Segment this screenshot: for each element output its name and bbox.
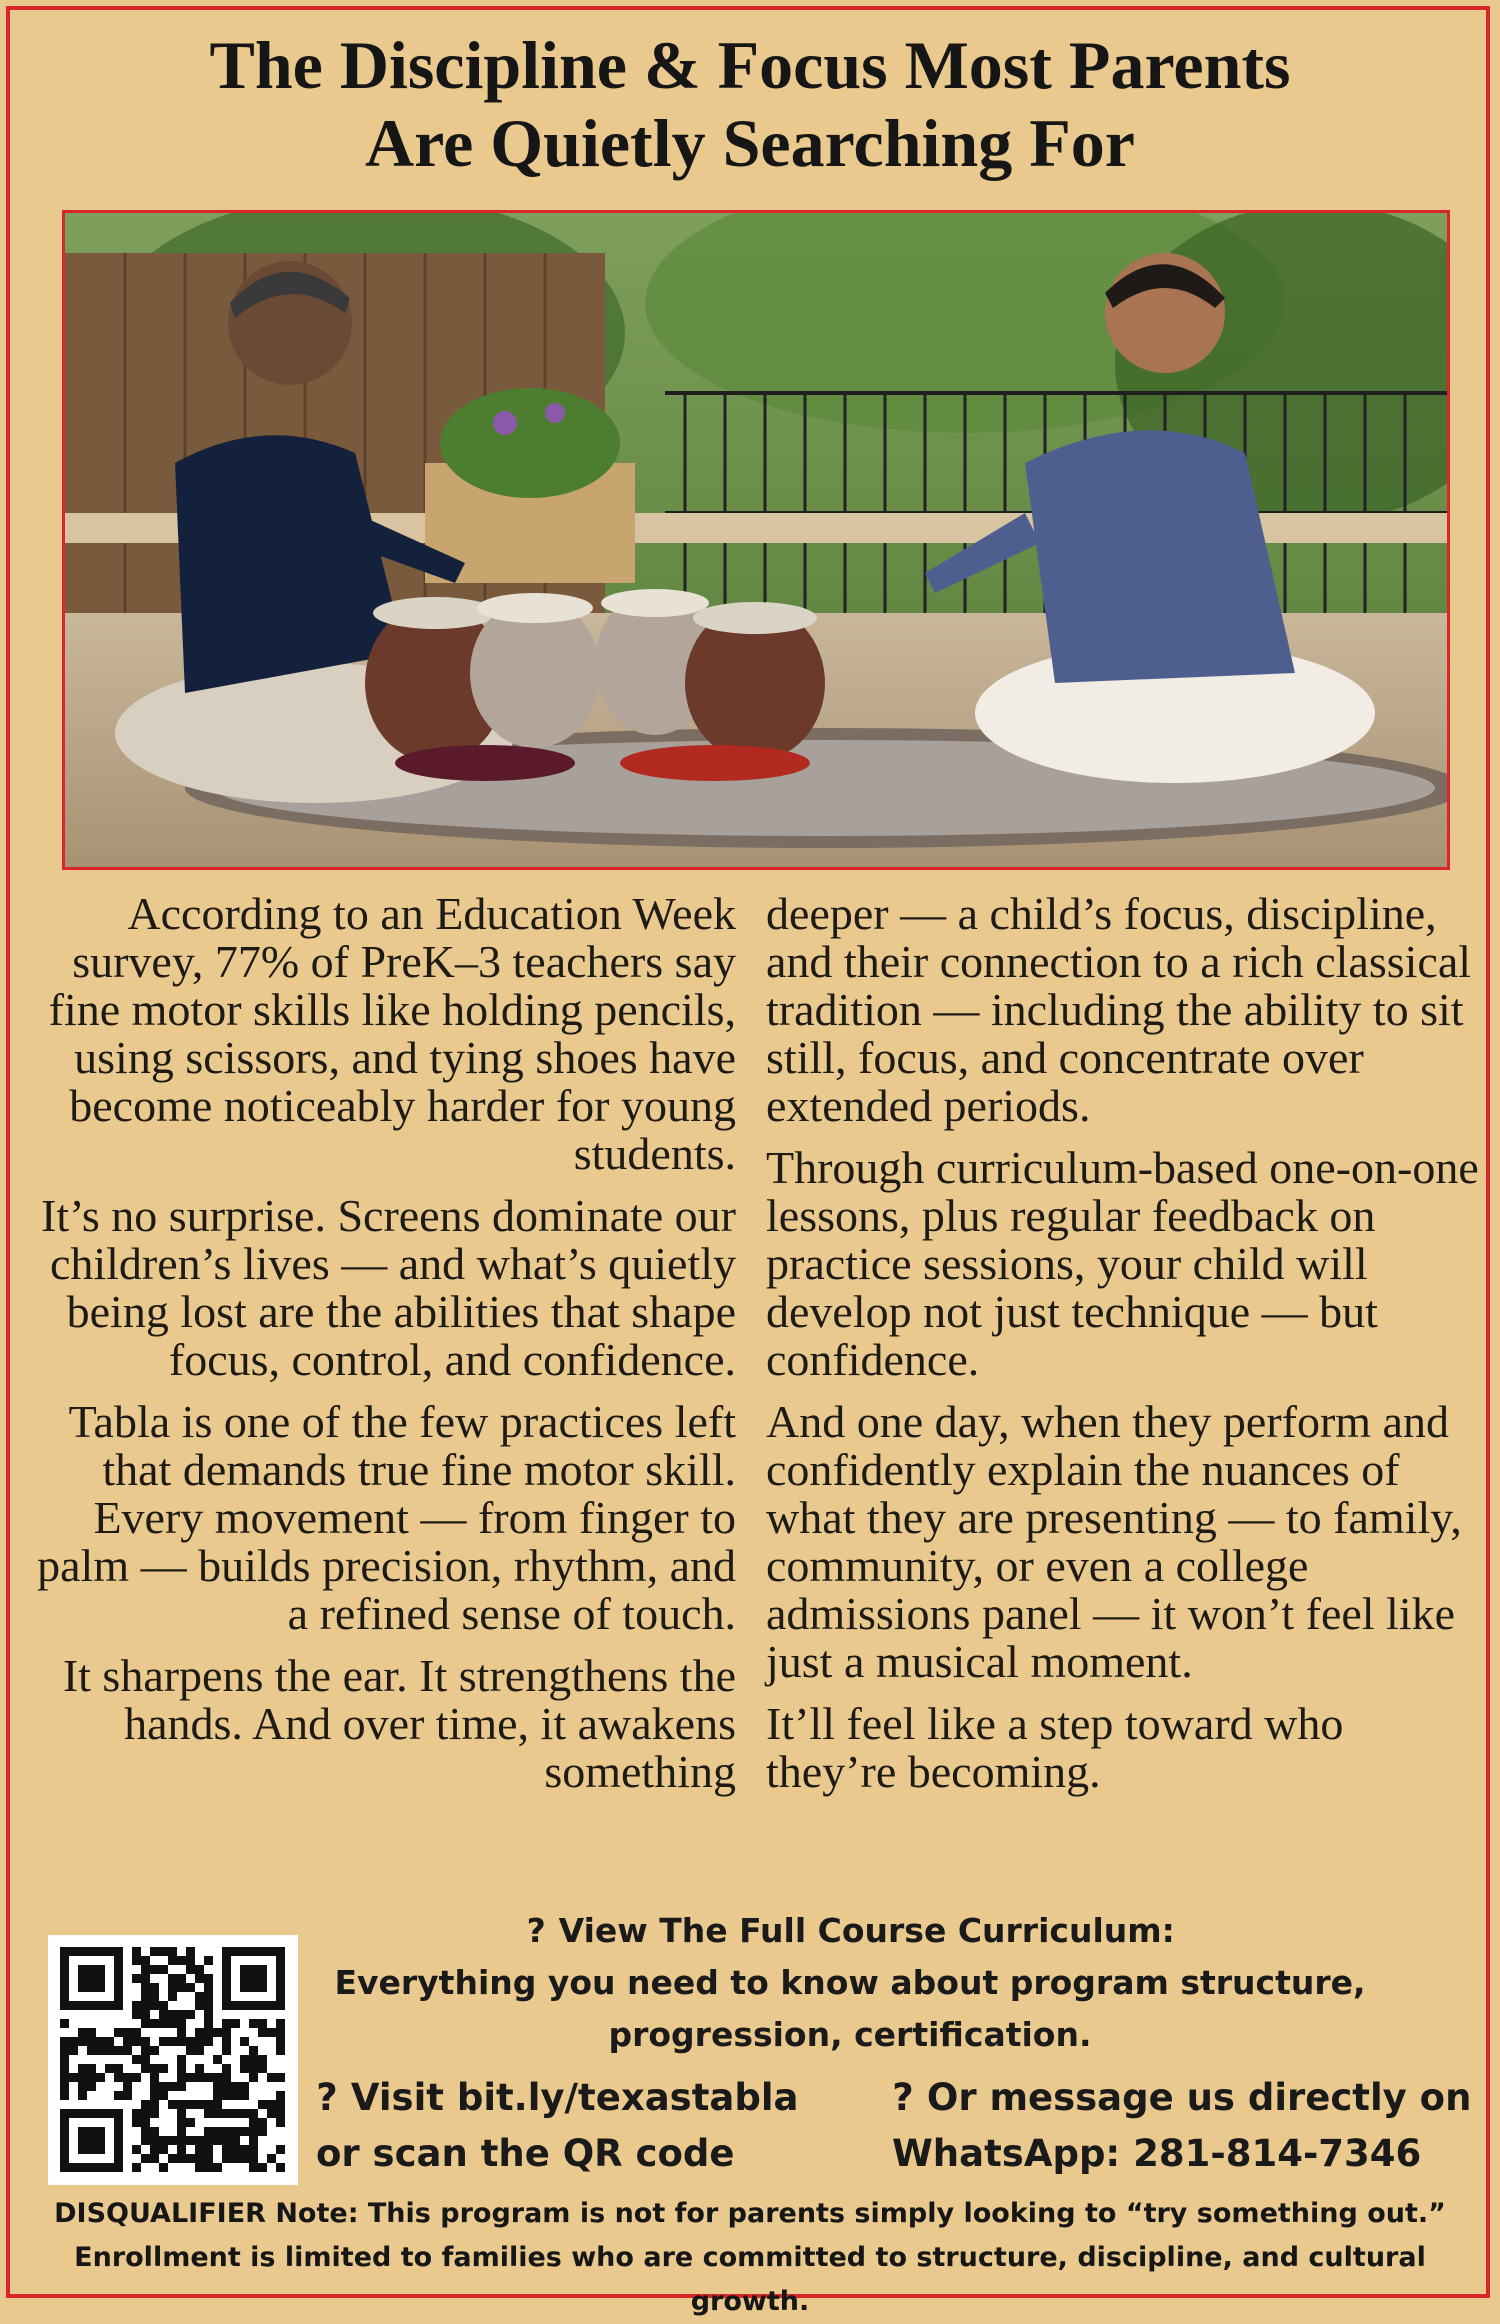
qr-finder-pattern xyxy=(78,1965,105,1992)
paragraph: Through curriculum-based one-on-one lessons, plus regular feedback on practice sessions, your child will develop not just technique — but confidence. xyxy=(766,1142,1479,1385)
curriculum-title[interactable]: View The Full Course Curriculum: xyxy=(558,1911,1175,1950)
paragraph: Tabla is one of the few practices left that demands true fine motor skill. Every movement — from finger to palm — builds precision, rhythm, and a refined sense of touch. xyxy=(37,1396,736,1639)
headline-line-2: Are Quietly Searching For xyxy=(365,105,1135,181)
arrow-icon: ? xyxy=(316,2076,338,2119)
whatsapp-intro: Or message us directly on xyxy=(926,2076,1472,2119)
curriculum-callout xyxy=(300,1905,1400,2061)
headline xyxy=(20,26,1480,182)
visit-link[interactable]: Visit bit.ly/texastabla xyxy=(350,2076,799,2119)
visit-link-block xyxy=(316,2070,836,2182)
paragraph: According to an Education Week survey, 77% of PreK–3 teachers say fine motor skills like holding pencils, using scissors, and tying shoes have become noticeably harder for young students. xyxy=(48,888,736,1179)
note-line-1: DISQUALIFIER Note: This program is not for parents simply looking to “try something out.” xyxy=(54,2198,1446,2229)
arrow-icon: ? xyxy=(892,2076,914,2119)
qr-code-graphic xyxy=(48,1935,298,2185)
curriculum-line-2: progression, certification. xyxy=(608,2015,1092,2054)
paragraph: It’ll feel like a step toward who they’re becoming. xyxy=(766,1698,1344,1797)
article-left-column xyxy=(16,890,736,1810)
curriculum-line-1: Everything you need to know about program structure, xyxy=(334,1963,1366,2002)
note-line-2: Enrollment is limited to families who are committed to structure, discipline, and cultural growth. xyxy=(74,2242,1426,2317)
article-right-column xyxy=(766,890,1480,1810)
qr-finder-pattern xyxy=(78,2127,105,2154)
qr-finder-pattern xyxy=(240,1965,267,1992)
arrow-icon: ? xyxy=(526,1911,546,1950)
whatsapp-number[interactable]: WhatsApp: 281-814-7346 xyxy=(892,2132,1422,2175)
paragraph: deeper — a child’s focus, discipline, and their connection to a rich classical tradition — including the ability to sit still, focus, and concentrate over extended periods. xyxy=(766,888,1472,1131)
scan-qr-text: or scan the QR code xyxy=(316,2132,735,2175)
photo-illustration xyxy=(65,213,1447,867)
paragraph: It’s no surprise. Screens dominate our children’s lives — and what’s quietly being lost are the abilities that shape focus, control, and confidence. xyxy=(41,1190,736,1385)
whatsapp-block xyxy=(892,2070,1472,2182)
qr-code[interactable] xyxy=(48,1935,298,2185)
tabla-players-photo xyxy=(62,210,1450,870)
disqualifier-note xyxy=(16,2192,1484,2324)
headline-line-1: The Discipline & Focus Most Parents xyxy=(209,27,1291,103)
paragraph: And one day, when they perform and confidently explain the nuances of what they are presenting — to family, community, or even a college admissions panel — it won’t feel like just a musical moment. xyxy=(766,1396,1462,1687)
paragraph: It sharpens the ear. It strengthens the hands. And over time, it awakens something xyxy=(62,1650,736,1797)
